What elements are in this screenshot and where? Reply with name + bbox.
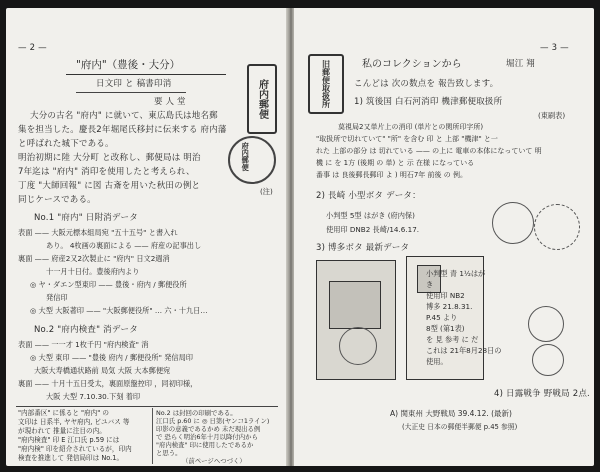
postcard-stamp [329,281,381,329]
no2-line: ◎ 大型 東印 —— "豊後 府内 / 郵便役所" 発信局印 [30,353,193,362]
note-left-line: 文印は 日系半, ヤヤ府内, ビユバス 等 [18,418,130,426]
note-left-line: 検査を推進して 発信局印は No.1。 [18,454,124,462]
section3-title: 3) 博多ボタ 最新データ [316,243,410,253]
note-right-line: で 恐らく明治6年十月以降付内から [156,433,258,441]
left-page [6,8,288,466]
stamp-round-text: 府内郵便 [241,142,251,171]
hakata-cancel-mark-2 [532,344,564,376]
section1-line: れた 上部の部分 は 切れている —— の上に 電車の本体になっていて 明 [316,147,542,155]
notes-column-divider [152,408,153,464]
stamp-caption: (注) [260,187,273,196]
section3-line: き [426,280,434,289]
intro-line: 丁度 "大師回報" に図 古斎を用いた秋田の例と [18,181,201,191]
no2-heading: No.2 "府内検査" 消データ [34,325,138,335]
right-page-number: — 3 — [540,43,569,53]
right-page [294,8,594,466]
note-right-line: No.2 は封回の印刷である。 [156,409,237,417]
section4-sub: A) 関東州 大野戦局 39.4.12. (最新) [390,409,512,418]
no1-line: 発信印 [46,293,68,302]
section3-line: を 見 参考 に だ [426,335,479,344]
no1-line: 裏面 —— 府産2又2次製止に "府内" 日文2週消 [18,254,170,263]
stamp-square-text: 府内郵便 [256,79,268,119]
section3-line: 博多 21.8.31. [426,302,473,311]
post-office-stamp [308,54,344,114]
section2-line: 使用印 DNB2 長崎/14.6.17. [326,225,420,234]
collection-header: 私のコレクションから [362,59,462,70]
fuchu-stamp-round [228,136,276,184]
fuchu-stamp-square [247,64,277,134]
no1-line: 表面 —— 大阪元標本組局宛 "五十五号" と書入れ [18,228,178,237]
no1-line: 十一月十日付。豊後府内より [46,267,140,276]
article-author: 要人堂 [154,97,189,107]
note-left-line: "府内検" 印を紹介されているが，印内 [18,445,132,453]
subtitle-underline [76,92,186,93]
post-office-stamp-text: 旧郵便取扱所 [321,60,331,108]
section1-title: 1) 筑後国 白石河消印 機津郵便取扱所 [354,97,503,107]
section1-line: 莫視局2又単片上の消印 (単片との関所印字所) [338,123,484,131]
intro-line: 同じケースである。 [18,195,96,205]
section3-line: 8型 (第1表) [426,324,465,333]
nagasaki-cancel-mark [492,202,534,244]
note-left-line: が現われて 推量に注目の内。 [18,427,106,435]
no1-line: ◎ ヤ・ダエン型東印 —— 豊後・府内 / 郵便役所 [30,280,187,289]
note-left-line: "府内検査" 印 E 江口氏 p.59 には [18,436,120,444]
article-subtitle: 日文印 と 稿書印消 [96,79,172,89]
no2-line: 大阪大寿橋通状路前 局気 大阪 大本郵便宛 [34,366,171,375]
section2-line: 小判型 5型 はがき (府内保) [326,211,415,220]
right-author: 堀江 翔 [506,59,536,69]
note-left-line: "内部番区" に係ると "府内" の [18,409,109,417]
notes-divider [16,406,278,407]
article-title: "府内"（豊後・大分） [76,59,181,71]
nagasaki-cancel-mark-2 [534,204,580,250]
intro-line: 7年迄は "府内" 消印を使用したと考えられ、 [18,167,195,177]
intro-line: 集を担当した。慶長2年堀尾氏移封に伝来する 府内藩 [18,125,227,135]
no1-line: ◎ 大型 大阪著印 —— "大阪郵便役所" … 六・十九日… [30,306,208,315]
section4-title: 4) 日露戦争 野戦局 2点. [494,389,590,399]
intro-line: と呼ばれた城下である。 [18,139,114,149]
intro-line: 大分の古名 "府内" に就いて、東広島氏は地名郵 [30,111,218,121]
postcard-cancel [339,327,377,365]
section3-line: 小判型 青 1½はが [426,269,486,278]
section1-line: 番事 は 良後郵長郵印 よ ) 明石7年 前後 の 例。 [316,171,467,179]
note-right-line: と思う。 [156,449,182,457]
section1-line: 機 に を 1方 (後期 の 単) と 示 在様 になっている [316,159,475,167]
note-right-line: "府内検査" 印に使用したであるか [156,441,254,449]
section4-note: (大正史 日本の郵便半郵便 p.45 参照) [402,423,518,431]
left-page-number: — 2 — [18,43,47,53]
right-intro: こんどは 次の数点を 報告致します。 [354,79,499,89]
note-right-line: 江口氏 p.60 に ◎ 日第(ヤンコ1ライン) [156,417,270,425]
no1-heading: No.1 "府内" 日附消データ [34,213,138,223]
section3-line: 使用。 [426,357,448,366]
postcard-image-1 [316,260,396,380]
continued-note: （前ページへつづく） [182,457,246,465]
section2-title: 2) 長崎 小型ボタ データ： [316,191,421,201]
note-right-line: 印影の意義であるかめ 未だ現出る例 [156,425,261,433]
section3-line: これは 21年8月28日の [426,346,502,355]
no2-line: 大阪 大型 7.10.30.下刻 着印 [46,392,141,401]
hakata-cancel-mark [528,306,564,342]
intro-line: 明治初期に陸 大分町 と改称し、郵便局は 明治 [18,153,201,163]
section1-note: (東刷表) [538,111,566,120]
no2-line: 表面 —— 一一才 1枚千円 "府内検査" 消 [18,340,149,349]
no1-line: あり。 4枚画の裏面による —— 府産の記事出し [46,241,202,250]
section3-line: 使用印 NB2 [426,291,465,300]
section3-line: P.45 より [426,313,458,322]
section1-line: "取扱所で切れていて" "所" を含む 印 と 上部 "機津" と一 [316,135,498,143]
title-underline [66,74,226,75]
no2-line: 裏面 —— 十月十五日受太，裏面原盤控印 ，同初印様， [18,379,198,388]
